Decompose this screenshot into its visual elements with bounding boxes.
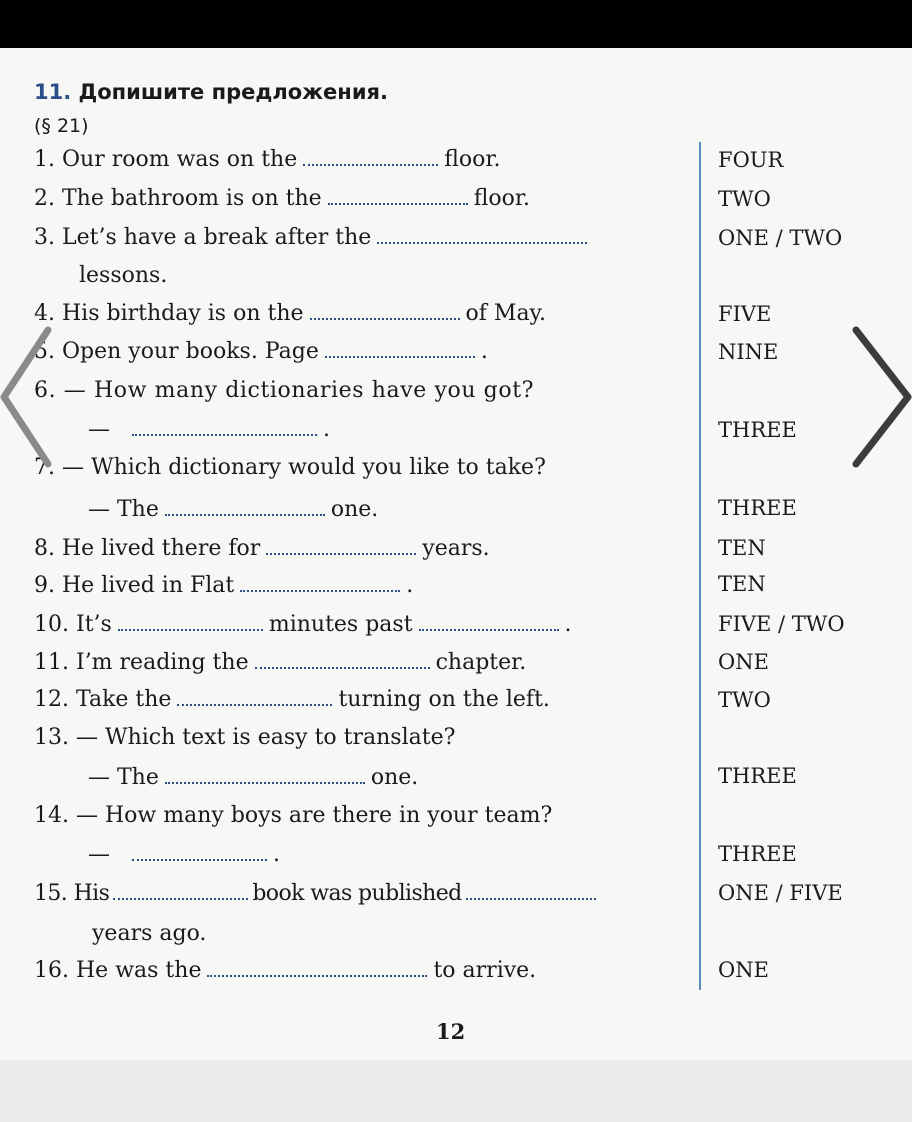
answer-4: FIVE	[718, 302, 772, 326]
answer-11: ONE	[718, 650, 769, 674]
sentence-6-reply: — .	[88, 417, 330, 442]
answer-10: FIVE / TWO	[718, 612, 845, 636]
sentence-5: 5. Open your books. Page .	[34, 339, 488, 364]
blank[interactable]	[303, 163, 438, 166]
blank[interactable]	[207, 974, 427, 977]
answer-3: ONE / TWO	[718, 226, 843, 250]
sentence-6: 6. — How many dictionaries have you got?	[34, 378, 535, 403]
blank[interactable]	[419, 628, 559, 631]
blank[interactable]	[266, 552, 416, 555]
blank[interactable]	[118, 628, 263, 631]
blank[interactable]	[132, 858, 267, 861]
blank[interactable]	[132, 433, 317, 436]
exercise-number: 11.	[34, 80, 72, 104]
sentence-9: 9. He lived in Flat .	[34, 573, 414, 598]
answer-9: TEN	[718, 572, 766, 596]
sentence-13: 13. — Which text is easy to translate?	[34, 725, 456, 750]
blank[interactable]	[240, 589, 400, 592]
sentence-11: 11. I’m reading the chapter.	[34, 650, 527, 675]
answer-5: NINE	[718, 340, 779, 364]
blank[interactable]	[466, 897, 596, 900]
blank[interactable]	[310, 317, 460, 320]
exercise-heading	[34, 80, 388, 104]
answer-7: THREE	[718, 496, 797, 520]
bottom-area	[0, 1060, 912, 1122]
answer-15: ONE / FIVE	[718, 881, 843, 905]
answer-12: TWO	[718, 688, 771, 712]
exercise-title: Допишите предложения.	[78, 80, 388, 104]
sentence-4: 4. His birthday is on the of May.	[34, 301, 547, 326]
sentence-8: 8. He lived there for years.	[34, 536, 490, 561]
answer-6: THREE	[718, 418, 797, 442]
page-number: 12	[436, 1019, 466, 1044]
blank[interactable]	[165, 781, 365, 784]
blank[interactable]	[325, 355, 475, 358]
blank[interactable]	[165, 513, 325, 516]
sentence-14-reply: — .	[88, 842, 280, 867]
blank[interactable]	[377, 241, 587, 244]
sentence-7: 7. — Which dictionary would you like to take?	[34, 455, 546, 480]
blank[interactable]	[328, 202, 468, 205]
answer-16: ONE	[718, 958, 769, 982]
sentence-10: 10. It’s minutes past .	[34, 612, 572, 637]
answer-14: THREE	[718, 842, 797, 866]
top-bar	[0, 0, 912, 48]
sentence-15-continuation: years ago.	[92, 921, 207, 946]
blank[interactable]	[255, 666, 430, 669]
chevron-left-icon[interactable]	[0, 322, 60, 472]
sentence-12: 12. Take the turning on the left.	[34, 687, 550, 712]
answer-8: TEN	[718, 536, 766, 560]
sentence-1: 1. Our room was on the floor.	[34, 147, 501, 172]
blank[interactable]	[113, 897, 248, 900]
sentence-16: 16. He was the to arrive.	[34, 958, 537, 983]
column-divider	[699, 142, 701, 990]
section-reference: (§ 21)	[34, 115, 89, 137]
sentence-2: 2. The bathroom is on the floor.	[34, 186, 530, 211]
answer-2: TWO	[718, 187, 771, 211]
sentence-13-reply: — The one.	[88, 765, 419, 790]
sentence-3-continuation: lessons.	[79, 263, 168, 288]
answer-1: FOUR	[718, 148, 784, 172]
answer-13: THREE	[718, 764, 797, 788]
blank[interactable]	[177, 703, 332, 706]
sentence-14: 14. — How many boys are there in your team?	[34, 803, 553, 828]
sentence-7-reply: — The one.	[88, 497, 379, 522]
sentence-15: 15. His book was published	[34, 881, 600, 907]
chevron-right-icon[interactable]	[848, 322, 912, 472]
sentence-3: 3. Let’s have a break after the	[34, 225, 593, 251]
